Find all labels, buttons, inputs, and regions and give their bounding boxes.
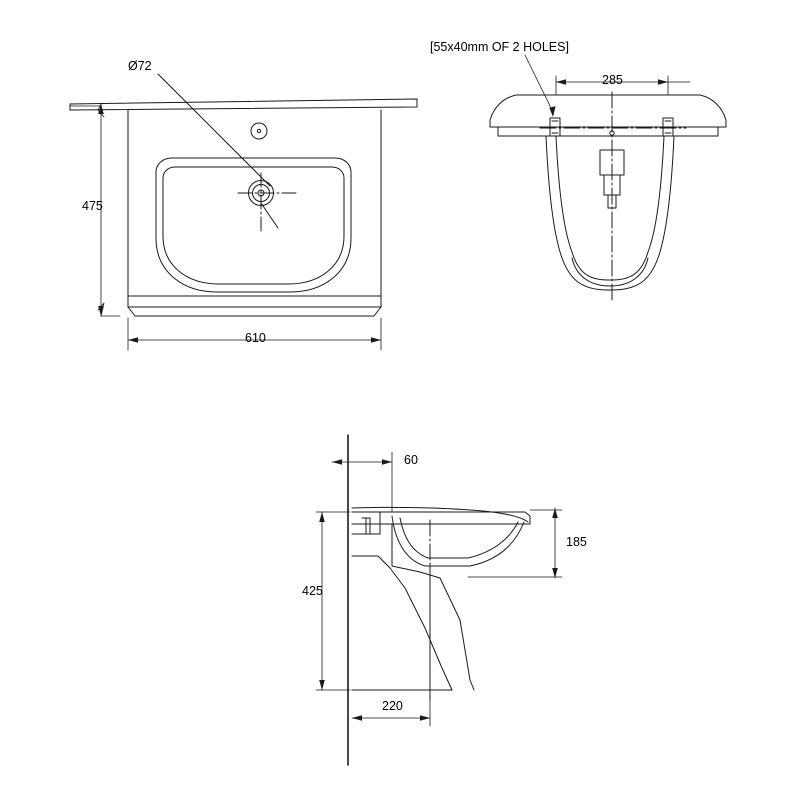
- note-fixing-holes: [55x40mm OF 2 HOLES]: [430, 40, 569, 54]
- dimension-label-width: 610: [245, 331, 266, 345]
- dimension-label-tap-hole-diameter: Ø72: [128, 59, 152, 73]
- side-view-geometry: [348, 435, 530, 765]
- dimension-label-projection-top: 60: [404, 453, 418, 467]
- dimension-label-height-from-floor: 425: [302, 584, 323, 598]
- side-view-dimensions: [316, 452, 562, 726]
- dimension-label-height: 475: [82, 199, 103, 213]
- front-view-geometry: [70, 74, 417, 316]
- dimension-label-projection: 220: [382, 699, 403, 713]
- dimension-label-bowl-depth: 185: [566, 535, 587, 549]
- plan-view-geometry: [490, 92, 726, 300]
- dimension-label-fixing-centres: 285: [602, 73, 623, 87]
